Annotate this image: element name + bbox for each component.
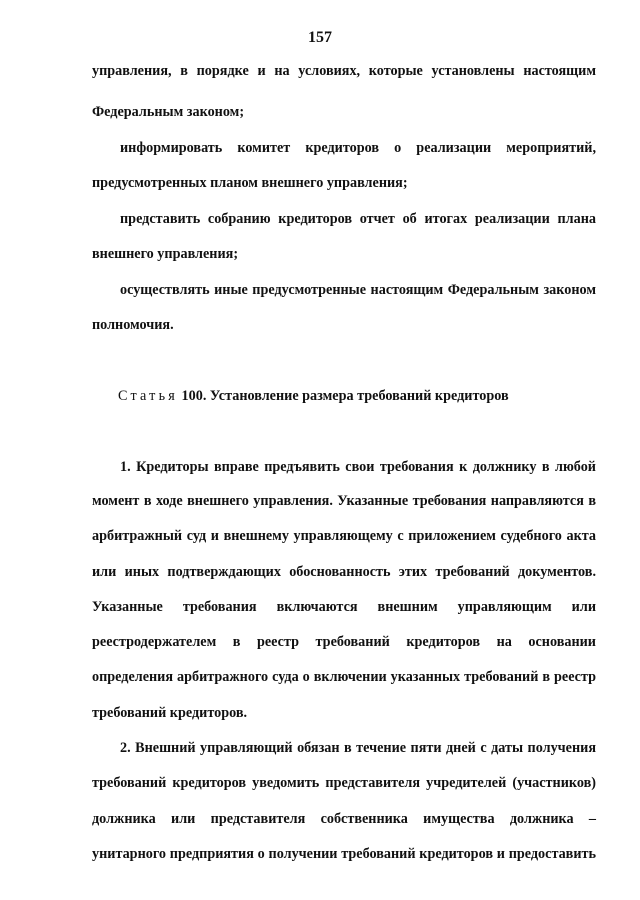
paragraph-line: полномочия.	[92, 317, 174, 333]
clause-line: момент в ходе внешнего управления. Указанные требования направляются в	[92, 493, 596, 509]
paragraph-line: информировать комитет кредиторов о реализации мероприятий,	[120, 140, 596, 156]
paragraph-line: управления, в порядке и на условиях, которые установлены настоящим	[92, 63, 596, 79]
clause-line: 1. Кредиторы вправе предъявить свои требования к должнику в любой	[120, 459, 596, 475]
clause-line: 2. Внешний управляющий обязан в течение пяти дней с даты получения	[120, 740, 596, 756]
article-heading	[118, 387, 509, 405]
clause-line: должника или представителя собственника имущества должника –	[92, 811, 596, 827]
paragraph-line: представить собранию кредиторов отчет об итогах реализации плана	[120, 211, 596, 227]
clause-line: арбитражный суд и внешнему управляющему с приложением судебного акта	[92, 528, 596, 544]
article-prefix: Статья	[118, 388, 178, 404]
clause-line: или иных подтверждающих обоснованность этих требований документов.	[92, 564, 596, 580]
paragraph-line: осуществлять иные предусмотренные настоящим Федеральным законом	[120, 282, 596, 298]
paragraph-line: предусмотренных планом внешнего управления;	[92, 175, 408, 191]
clause-line: реестродержателем в реестр требований кредиторов на основании	[92, 634, 596, 650]
clause-line: унитарного предприятия о получении требований кредиторов и предоставить	[92, 846, 596, 862]
page-number: 157	[308, 29, 332, 46]
clause-line: требований кредиторов.	[92, 705, 248, 721]
paragraph-line: внешнего управления;	[92, 246, 239, 262]
clause-line: Указанные требования включаются внешним управляющим или	[92, 599, 596, 615]
article-title: 100. Установление размера требований кредиторов	[181, 388, 509, 404]
clause-line: определения арбитражного суда о включении указанных требований в реестр	[92, 669, 596, 685]
clause-line: требований кредиторов уведомить представителя учредителей (участников)	[92, 775, 596, 791]
paragraph-line: Федеральным законом;	[92, 104, 245, 120]
